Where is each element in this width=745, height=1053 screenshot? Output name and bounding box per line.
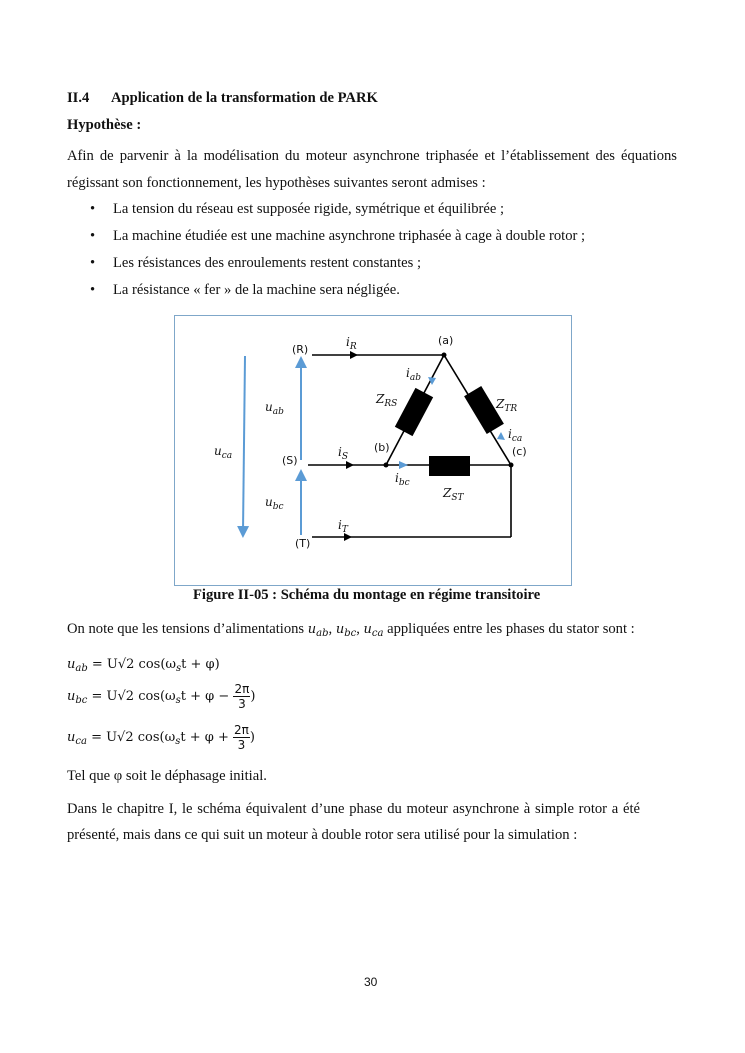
bullet-icon: • xyxy=(90,282,96,298)
arrow-uca xyxy=(243,356,245,532)
section-title: Application de la transformation de PARK xyxy=(110,90,378,106)
intro-line-2: régissant son fonctionnement, les hypothèses suivantes seront admises : xyxy=(67,175,486,191)
page-number: 30 xyxy=(364,975,378,989)
intro-line-1: Afin de parvenir à la modélisation du moteur asynchrone triphasée et l’établissement des équations xyxy=(67,148,677,164)
list-item: • La tension du réseau est supposée rigide, symétrique et équilibrée ; xyxy=(90,201,505,217)
equation-ubc: $u_{bc} = U√2$ $\cos(\omega_st + \varphi$ − $\frac{2\pi}{3}$ ) xyxy=(67,682,256,711)
list-item: • Les résistances des enroulements restent constantes ; xyxy=(90,255,421,271)
phase-note: Tel que φ soit le déphasage initial. xyxy=(67,768,267,784)
node-c-label: (c) xyxy=(512,445,527,458)
voltage-uab-label: $u_{ab}$ xyxy=(265,400,284,417)
current-it-label: $i_T$ xyxy=(338,518,348,535)
node-s-label: (S) xyxy=(282,454,298,467)
list-item: • La résistance « fer » de la machine sera négligée. xyxy=(90,282,400,298)
chapter-line-2: présenté, mais dans ce qui suit un moteur à double rotor sera utilisé pour la simulation : xyxy=(67,827,578,843)
current-ibc-label: $i_{bc}$ xyxy=(395,471,410,488)
wire-arrows xyxy=(344,351,358,541)
inline-uab: $u_{ab}$ xyxy=(307,622,329,639)
equation-uca: $u_{ca} = U√2$ $\cos(\omega_st + \varphi$ + $\frac{2\pi}{3}$ ) xyxy=(67,723,255,752)
current-iab-label: $i_{ab}$ xyxy=(406,366,421,383)
bullet-icon: • xyxy=(90,255,96,271)
current-ir-label: $i_R$ xyxy=(346,335,357,352)
node-a-label: (a) xyxy=(438,334,454,347)
chapter-line-1: Dans le chapitre I, le schéma équivalent d’une phase du moteur asynchrone à simple rotor a été xyxy=(67,801,640,817)
node-t-label: (T) xyxy=(295,537,311,550)
impedance-zst-label: $Z_{ST}$ xyxy=(443,486,464,503)
voltage-uca-label: $u_{ca}$ xyxy=(214,444,233,461)
node-b-label: (b) xyxy=(374,441,390,454)
equation-uab: $u_{ab} = U√2$ $\cos(\omega_st + \varphi)$ xyxy=(67,657,220,674)
voltage-ubc-label: $u_{bc}$ xyxy=(265,495,284,512)
hypothesis-heading: Hypothèse : xyxy=(67,117,142,133)
impedance-zrs-label: $Z_{RS}$ xyxy=(376,392,398,409)
bullet-icon: • xyxy=(90,228,96,244)
impedance-ztr-label: $Z_{TR}$ xyxy=(496,397,518,414)
inline-uca: $u_{ca}$ xyxy=(363,622,384,639)
current-is-label: $i_S$ xyxy=(338,445,349,462)
impedance-zst xyxy=(429,456,470,476)
figure-caption: Figure II-05 : Schéma du montage en régime transitoire xyxy=(193,587,541,603)
note-line: On note que les tensions d’alimentations $u_{ab}$, $u_{bc}$, $u_{ca}$ appliquées entre les phases du stator sont : xyxy=(67,621,635,639)
node-r-label: (R) xyxy=(292,343,309,356)
bullet-icon: • xyxy=(90,201,96,217)
inline-ubc: $u_{bc}$ xyxy=(335,622,357,639)
section-number: II.4 xyxy=(67,90,90,106)
impedance-zrs xyxy=(395,388,433,436)
current-ica-label: $i_{ca}$ xyxy=(508,427,523,444)
list-item: • La machine étudiée est une machine asynchrone triphasée à cage à double rotor ; xyxy=(90,228,586,244)
